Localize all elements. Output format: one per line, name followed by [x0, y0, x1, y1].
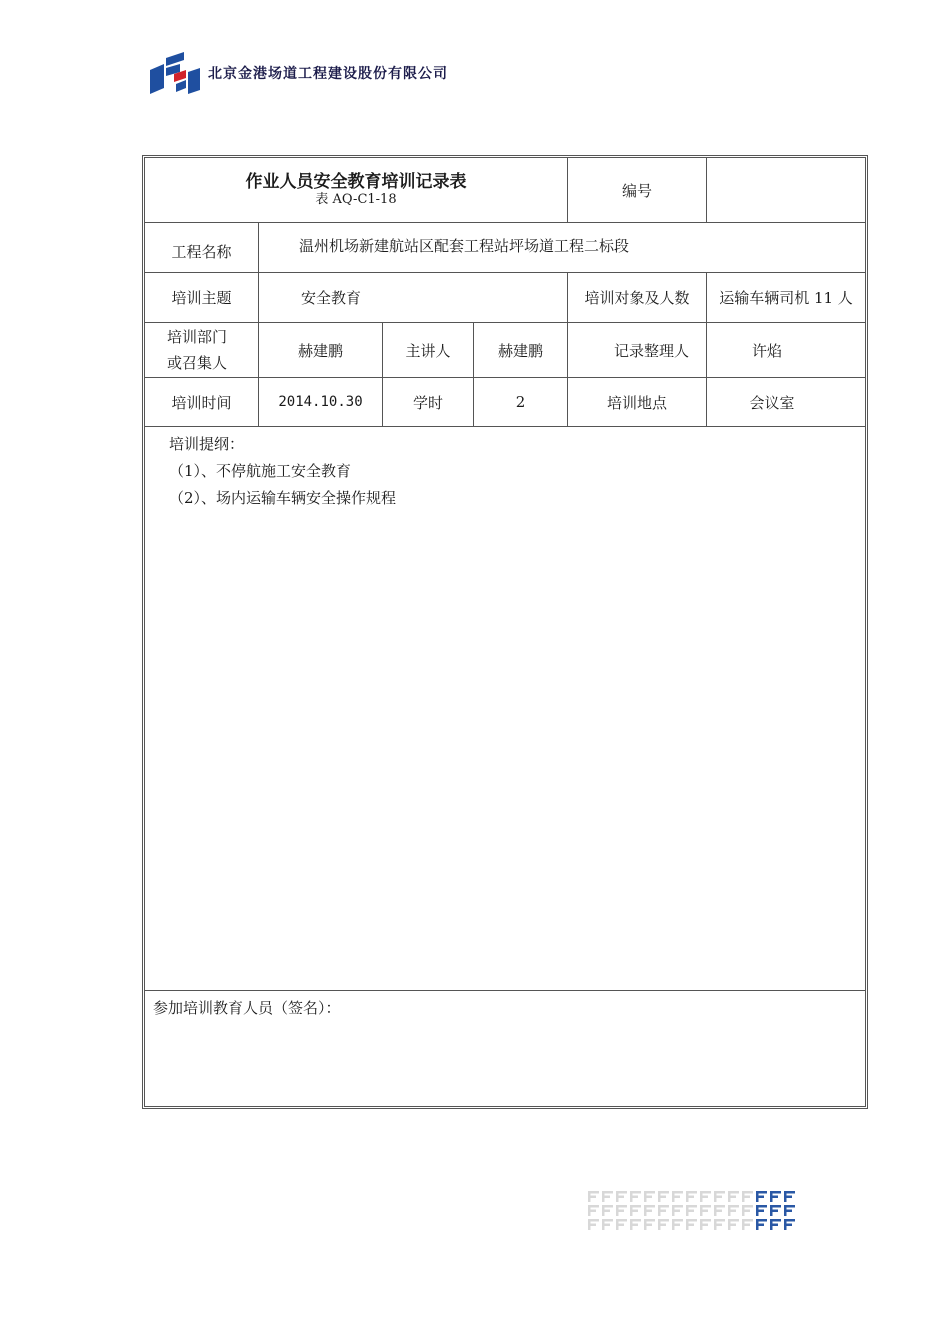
dept-label: [145, 322, 258, 377]
dept-label-line1: 培训部门: [167, 328, 228, 346]
time-label: 培训时间: [145, 377, 258, 426]
speaker-label: 主讲人: [382, 322, 473, 377]
dept-value: 赫建鹏: [258, 322, 382, 377]
speaker-value: 赫建鹏: [473, 322, 567, 377]
outline-item: （1）、不停航施工安全教育: [169, 462, 352, 480]
outline-section: [145, 426, 865, 990]
signature-section[interactable]: [145, 990, 865, 1106]
time-value: 2014.10.30: [258, 377, 382, 426]
company-logo-icon: [150, 50, 200, 96]
company-name: 北京金港场道工程建设股份有限公司: [208, 66, 448, 82]
recorder-label: 记录整理人: [567, 322, 706, 377]
form-title-cell: [145, 158, 567, 222]
training-record-form: [142, 155, 868, 1109]
form-code: 表 AQ-C1-18: [315, 192, 397, 207]
hours-value: 2: [473, 377, 567, 426]
outline-label: 培训提纲：: [169, 435, 245, 453]
location-value: 会议室: [706, 377, 865, 426]
dept-label-line2: 或召集人: [167, 354, 228, 372]
signature-label: 参加培训教育人员（签名）：: [153, 999, 341, 1017]
location-label: 培训地点: [567, 377, 706, 426]
audience-value: 运输车辆司机 11 人: [706, 272, 865, 322]
audience-label: 培训对象及人数: [567, 272, 706, 322]
project-label: 工程名称: [145, 222, 258, 272]
footer-pattern-logo-icon: [588, 1190, 804, 1234]
number-label: 编号: [567, 158, 706, 222]
company-header: [150, 50, 550, 96]
project-value: 温州机场新建航站区配套工程站坪场道工程二标段: [258, 222, 865, 272]
hours-label: 学时: [382, 377, 473, 426]
topic-value: 安全教育: [258, 272, 567, 322]
outline-item: （2）、场内运输车辆安全操作规程: [169, 489, 397, 507]
form-title: 作业人员安全教育培训记录表: [245, 172, 467, 192]
number-value-field[interactable]: [706, 158, 865, 222]
recorder-value: 许焰: [706, 322, 865, 377]
topic-label: 培训主题: [145, 272, 258, 322]
